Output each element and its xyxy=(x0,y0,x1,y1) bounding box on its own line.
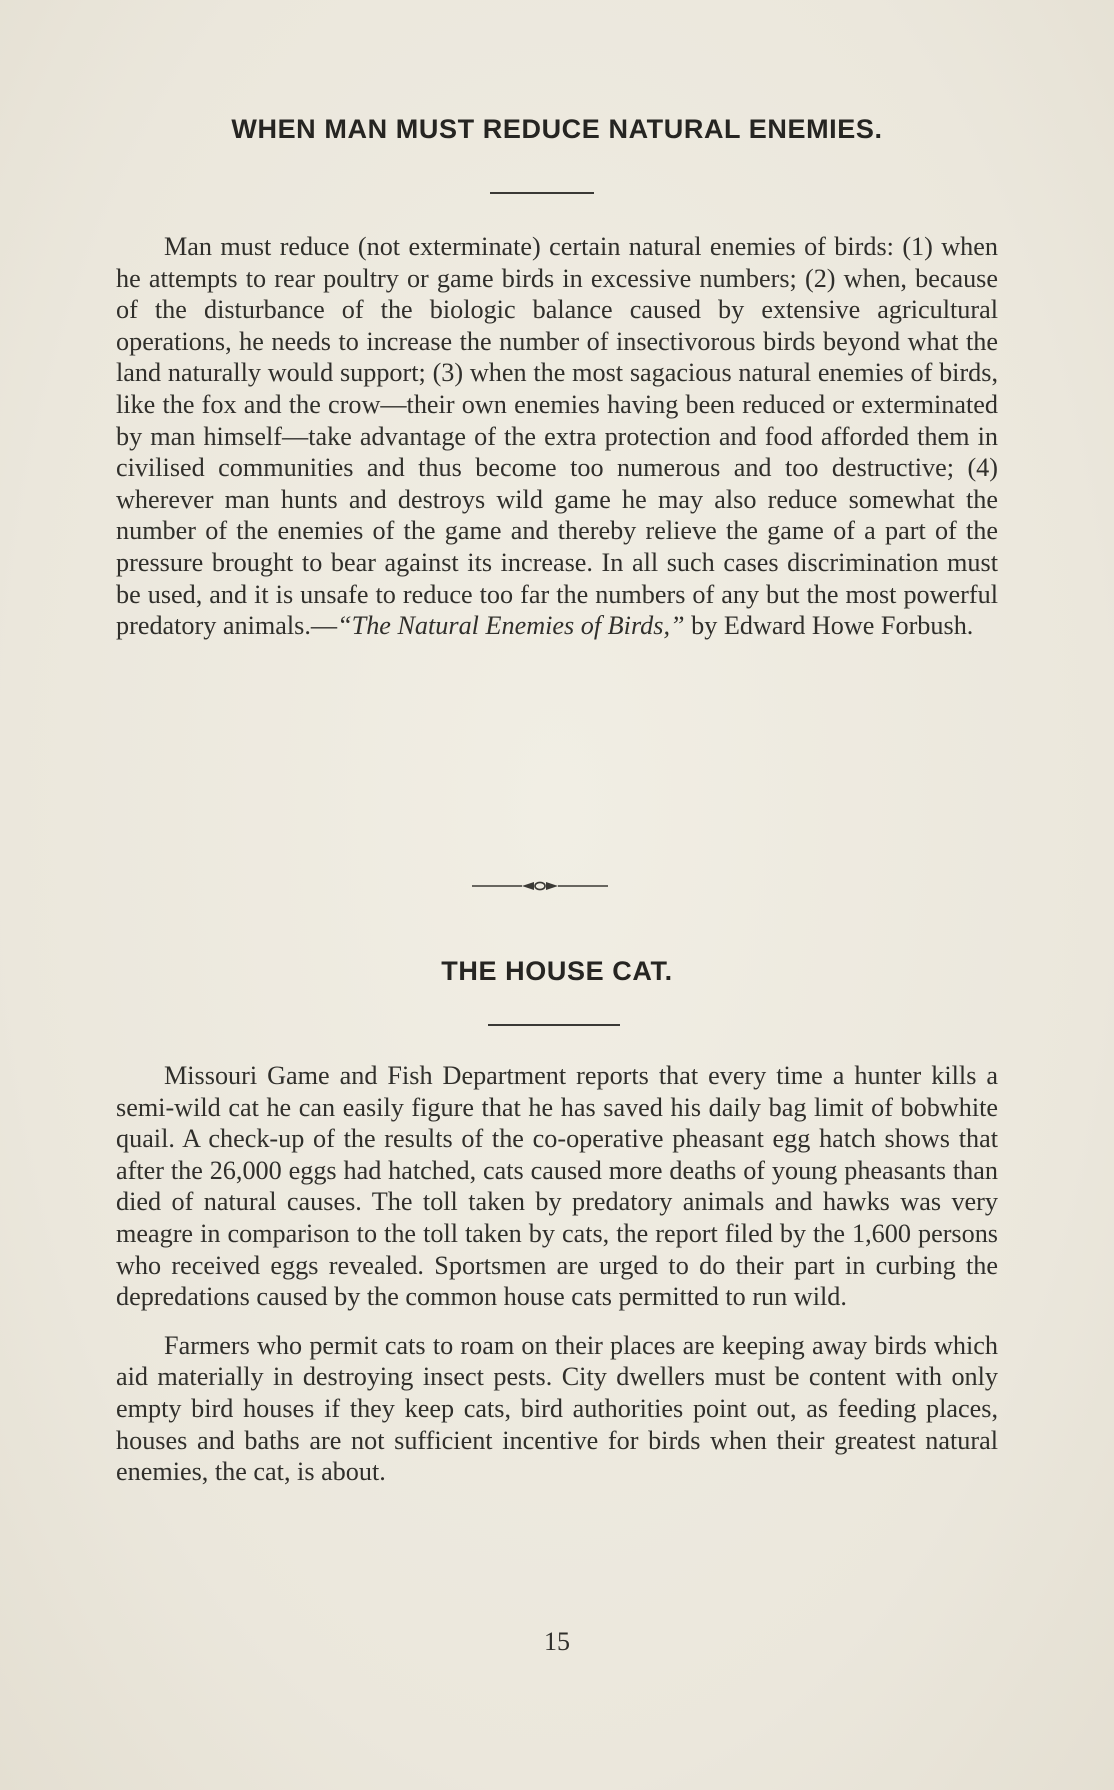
page-number: 15 xyxy=(544,1627,570,1656)
section-heading: THE HOUSE CAT. xyxy=(441,956,673,986)
section-body xyxy=(116,1060,998,1488)
section-body xyxy=(116,231,998,642)
heading-underline xyxy=(490,192,594,194)
paragraph-text: Man must reduce (not exterminate) certain natural enemies of birds: (1) when he attempts to rear poultry or game birds in excessive numbers; (2) when, because of the disturbance of the biologic balance caused by extensive agricultural operations, he needs to increase the number of insectivorous birds beyond what the land naturally would support; (3) when the most sagacious natural enemies of birds, like the fox and the crow—their own enemies having been reduced or exterminated by man himself—take advantage of the extra protection and food afforded them in civilised communities and thus become too numerous and too destructive; (4) wherever man hunts and destroys wild game he may also reduce somewhat the number of the enemies of the game and thereby relieve the game of a part of the pressure brought to bear against its increase. In all such cases discrimination must be used, and it is unsafe to reduce too far the numbers of any but the most powerful predatory animals.— xyxy=(116,232,998,641)
section-natural-enemies xyxy=(116,114,998,145)
paragraph: Farmers who permit cats to roam on their places are keeping away birds which aid materially in destroying insect pests. City dwellers must be content with only empty bird houses if they keep cats, bird authorities point out, as feeding places, houses and baths are not sufficient incentive for birds when their greatest natural enemies, the cat, is about. xyxy=(116,1330,998,1487)
section-heading: WHEN MAN MUST REDUCE NATURAL ENEMIES. xyxy=(231,114,883,144)
paragraph: Missouri Game and Fish Department reports that every time a hunter kills a semi-wild cat he can easily figure that he has saved his daily bag limit of bobwhite quail. A check-up of the results of the co-operative pheasant egg hatch shows that after the 26,000 eggs had hatched, cats caused more deaths of young pheasants than died of natural causes. The toll taken by predatory animals and hawks was very meagre in comparison to the toll taken by cats, the report filed by the 1,600 persons who received eggs revealed. Sportsmen are urged to do their part in curbing the depredations caused by the common house cats permitted to run wild. xyxy=(116,1061,998,1312)
quoted-title: “The Natural Enemies of Birds,” xyxy=(337,611,685,641)
attribution: by Edward Howe Forbush. xyxy=(684,611,974,641)
heading-underline xyxy=(488,1024,620,1026)
ornament-divider xyxy=(470,876,610,896)
paragraph xyxy=(116,231,998,642)
section-house-cat xyxy=(116,956,998,987)
